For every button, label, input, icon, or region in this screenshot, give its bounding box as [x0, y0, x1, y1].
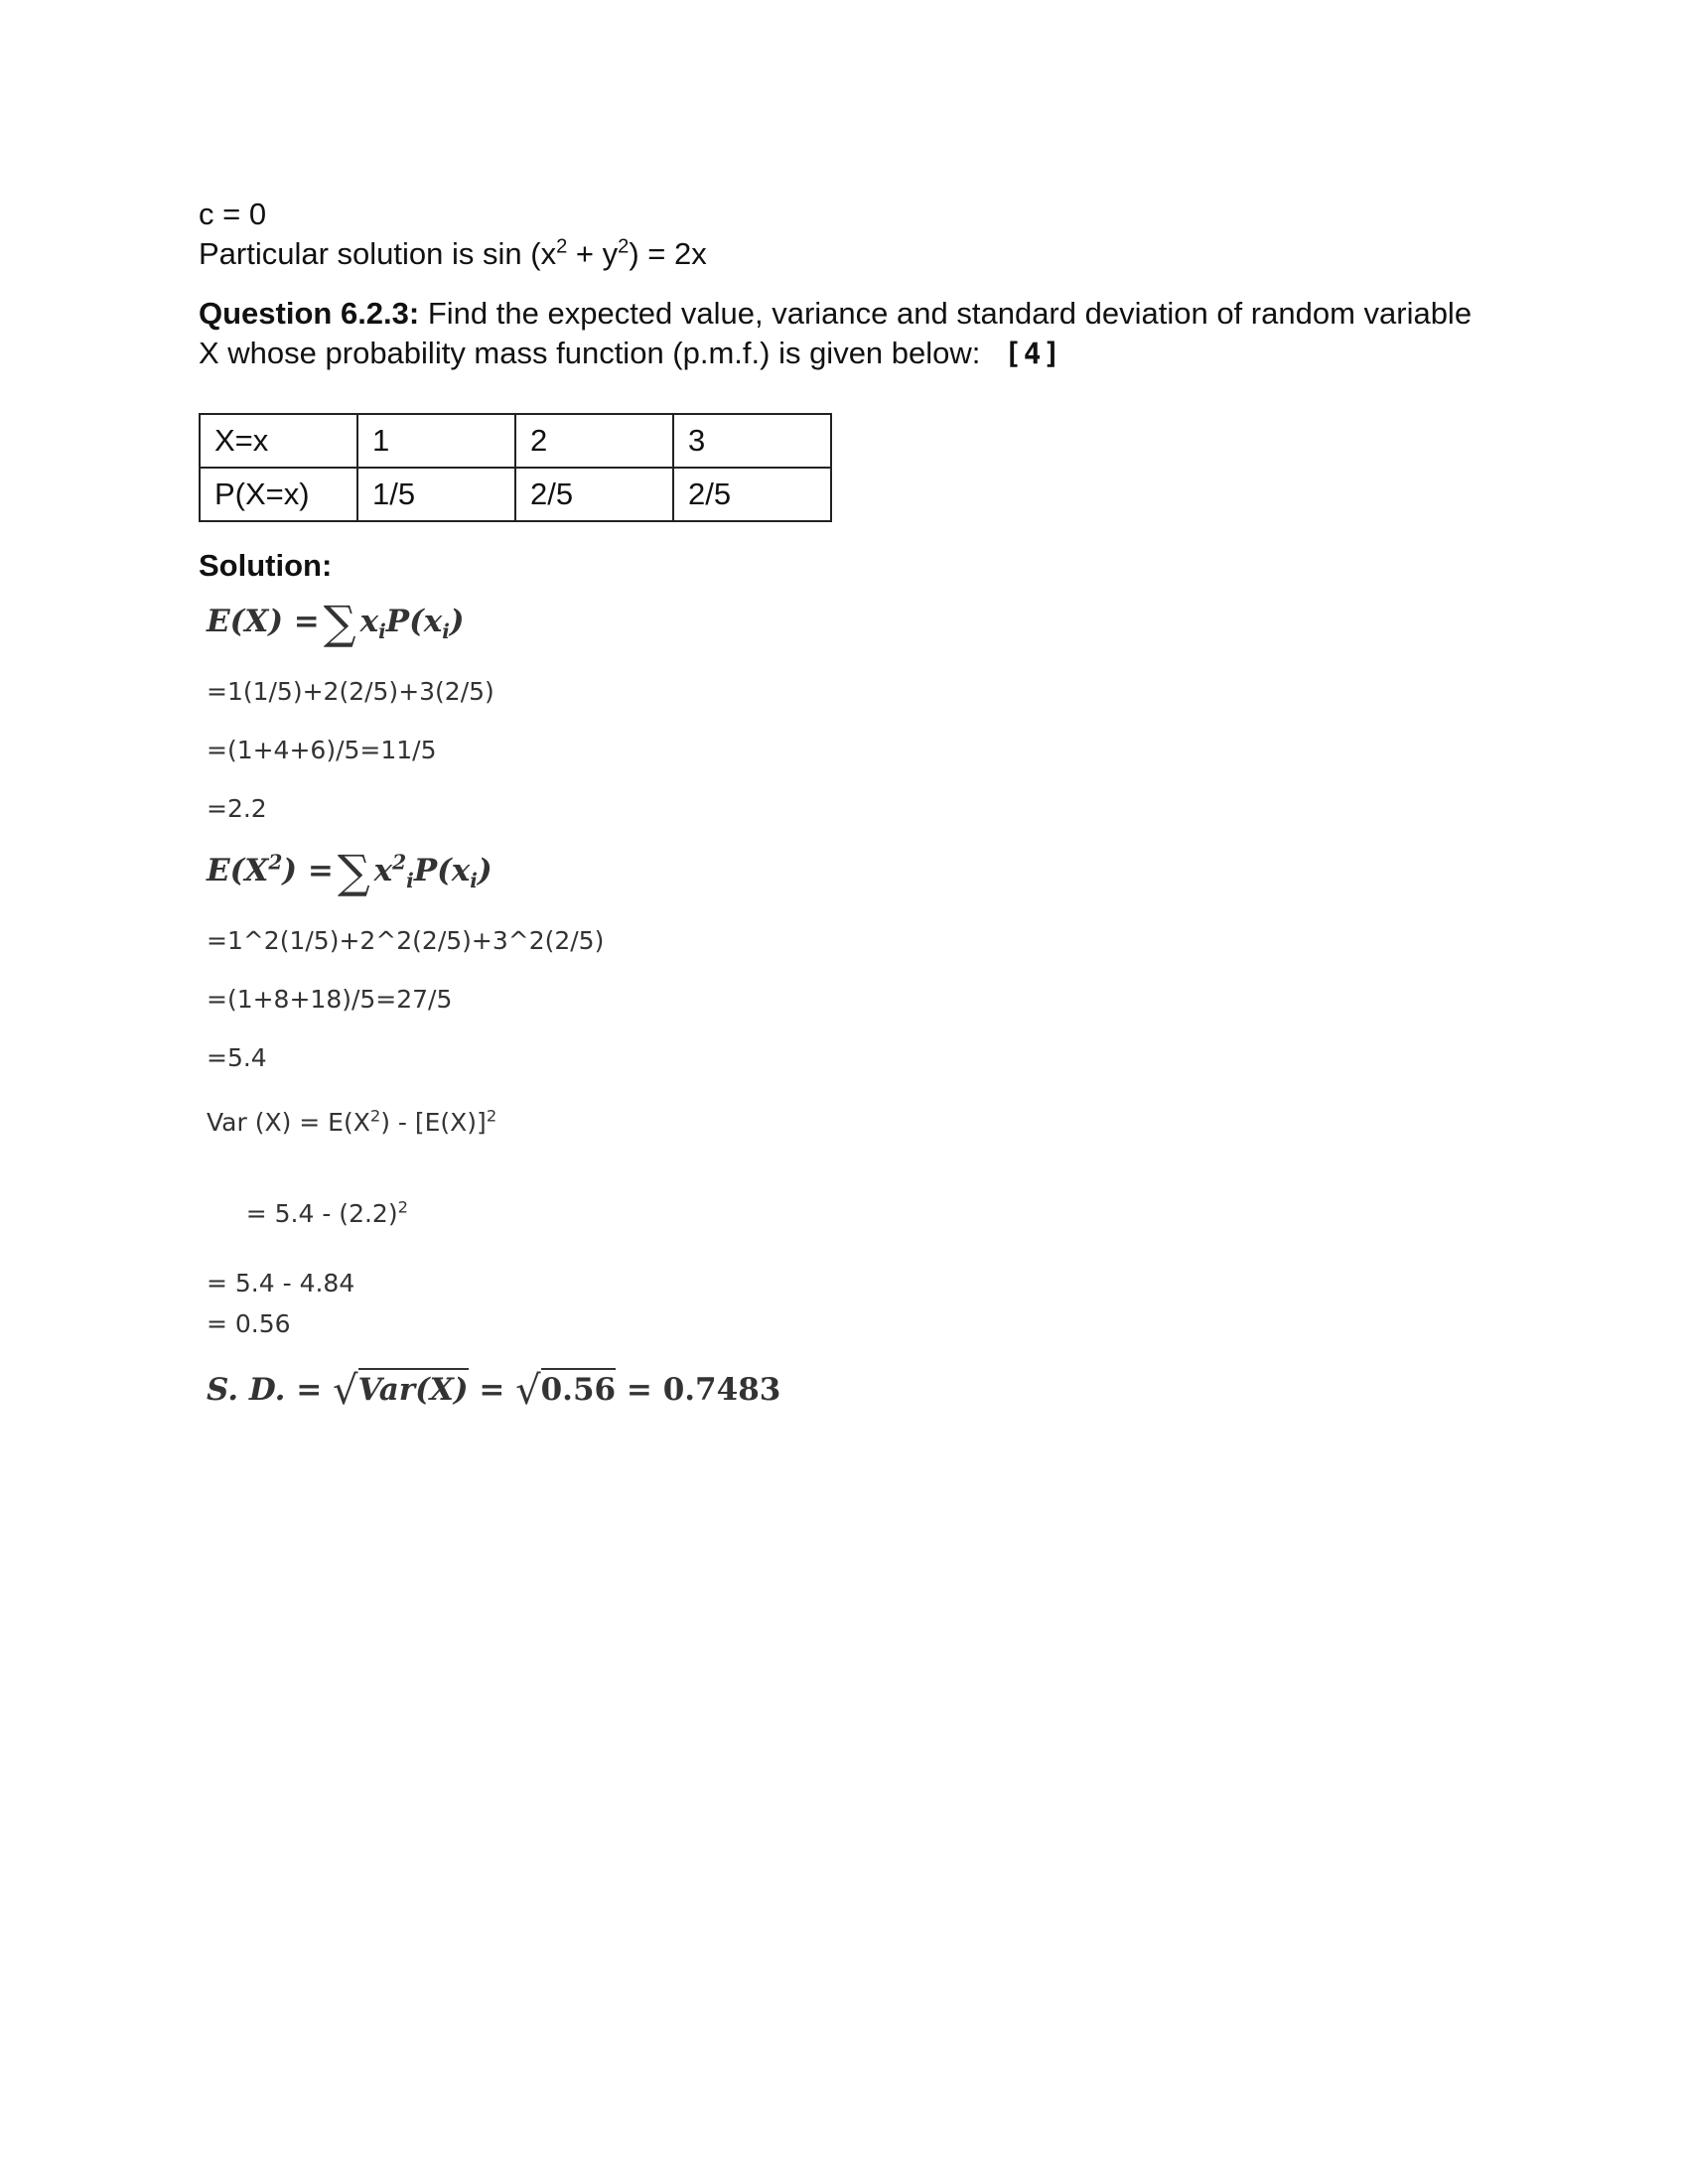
pmf-table — [199, 413, 832, 522]
sd-equals: = — [479, 1372, 505, 1408]
ex2-formula — [207, 845, 1489, 898]
ex-term-sub2: i — [442, 619, 450, 644]
ex2-step-3: =5.4 — [207, 1043, 267, 1072]
ex-term-sub: i — [378, 619, 386, 644]
table-cell: 1/5 — [357, 468, 515, 521]
square-root-icon: √ — [515, 1368, 541, 1414]
var-step1-sup: 2 — [397, 1197, 408, 1217]
variance-step-3: = 0.56 — [207, 1309, 291, 1338]
square-root-icon: √ — [333, 1368, 358, 1414]
table-cell: P(X=x) — [200, 468, 357, 521]
table-cell: X=x — [200, 414, 357, 468]
sd-inner2: 0.56 — [541, 1368, 617, 1408]
ex2-term-sup: 2 — [392, 850, 407, 875]
ex2-lhs-sup: 2 — [268, 850, 283, 875]
var-sup2: 2 — [486, 1106, 497, 1126]
table-cell: 1 — [357, 414, 515, 468]
particular-mid: + y — [567, 236, 619, 271]
question-paragraph — [199, 294, 1489, 373]
particular-exp2: 2 — [618, 235, 630, 258]
constant-line — [199, 195, 1489, 234]
variance-step-2: = 5.4 - 4.84 — [207, 1269, 355, 1297]
variance-step-1 — [207, 1170, 1489, 1257]
sigma-symbol: ∑ — [337, 845, 370, 898]
question-marks: [4] — [1004, 337, 1062, 370]
particular-suffix: ) = 2x — [629, 236, 707, 271]
ex-term-close: ) — [449, 604, 465, 639]
ex2-term-close: ) — [477, 853, 492, 888]
ex-step-3: =2.2 — [207, 794, 267, 823]
ex-lhs: E(X) = — [207, 604, 320, 639]
constant-text: c = 0 — [199, 197, 267, 231]
ex2-term-rest: P(x — [413, 853, 471, 888]
table-row — [200, 414, 831, 468]
ex-term-rest: P(x — [385, 604, 443, 639]
ex-formula — [207, 596, 1489, 649]
ex2-term-x: x — [373, 853, 393, 888]
particular-exp1: 2 — [556, 235, 568, 258]
ex2-lhs-post: ) = — [282, 853, 334, 888]
var-sup1: 2 — [369, 1106, 381, 1126]
ex2-step-2: =(1+8+18)/5=27/5 — [207, 985, 453, 1014]
table-cell: 2/5 — [673, 468, 831, 521]
ex2-term-sub2: i — [470, 869, 478, 893]
ex2-step-1: =1^2(1/5)+2^2(2/5)+3^2(2/5) — [207, 926, 605, 955]
var-pre: Var (X) = E(X — [207, 1108, 370, 1137]
var-mid: ) - [E(X)] — [380, 1108, 487, 1137]
particular-solution-line — [199, 234, 1489, 274]
question-label: Question 6.2.3: — [199, 296, 420, 331]
table-cell: 2 — [515, 414, 673, 468]
sd-lhs: S. D. = — [207, 1372, 323, 1408]
particular-prefix: Particular solution is sin (x — [199, 236, 557, 271]
sd-result: = 0.7483 — [626, 1372, 781, 1408]
ex2-term-sub: i — [406, 869, 414, 893]
ex-term-x: x — [359, 604, 379, 639]
var-step1-pre: = 5.4 - (2.2) — [237, 1199, 398, 1228]
ex-step-1: =1(1/5)+2(2/5)+3(2/5) — [207, 677, 494, 706]
sigma-symbol: ∑ — [323, 596, 356, 649]
document-page — [199, 195, 1489, 1414]
table-row — [200, 468, 831, 521]
ex-step-2: =(1+4+6)/5=11/5 — [207, 736, 437, 764]
ex2-lhs-pre: E(X — [207, 853, 269, 888]
table-cell: 2/5 — [515, 468, 673, 521]
variance-formula — [207, 1108, 1489, 1137]
question-text: Find the expected value, variance and standard deviation of random variable X whose probability mass function (p.m.f.) is given below: — [199, 296, 1473, 370]
sd-formula — [207, 1368, 1489, 1414]
sd-inner: Var(X) — [358, 1368, 469, 1408]
solution-heading: Solution: — [199, 548, 333, 583]
table-cell: 3 — [673, 414, 831, 468]
